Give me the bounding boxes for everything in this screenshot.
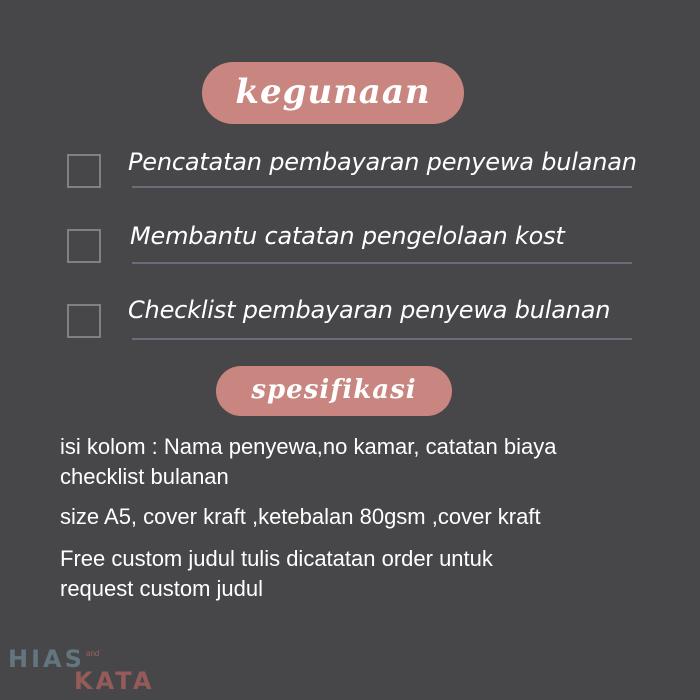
checklist-item (0, 296, 700, 356)
spec-line: isi kolom : Nama penyewa,no kamar, catatan biaya (60, 434, 557, 459)
checklist-item (0, 222, 700, 282)
spec-item (60, 502, 680, 532)
checklist-label: Membantu catatan pengelolaan kost (130, 222, 565, 250)
checklist-item (0, 148, 700, 208)
brand-logo (8, 645, 158, 697)
spec-item (60, 544, 680, 604)
checkbox[interactable] (67, 229, 101, 263)
logo-word-and: and (86, 649, 100, 658)
spec-line: checklist bulanan (60, 464, 229, 489)
spec-line: size A5, cover kraft ,ketebalan 80gsm ,cover kraft (60, 504, 541, 529)
section-title-spesifikasi: spesifikasi (216, 366, 452, 416)
underline (132, 262, 632, 264)
checkbox[interactable] (67, 154, 101, 188)
checklist-label: Pencatatan pembayaran penyewa bulanan (128, 148, 637, 176)
logo-word-hias: HIAS (8, 645, 85, 673)
checklist-label: Checklist pembayaran penyewa bulanan (128, 296, 611, 324)
logo-word-kata: KATA (74, 667, 155, 695)
checkbox[interactable] (67, 304, 101, 338)
spec-line: request custom judul (60, 576, 263, 601)
spec-item (60, 432, 680, 492)
underline (132, 186, 632, 188)
section-title-kegunaan: kegunaan (202, 62, 464, 124)
underline (132, 338, 632, 340)
spec-line: Free custom judul tulis dicatatan order untuk (60, 546, 493, 571)
